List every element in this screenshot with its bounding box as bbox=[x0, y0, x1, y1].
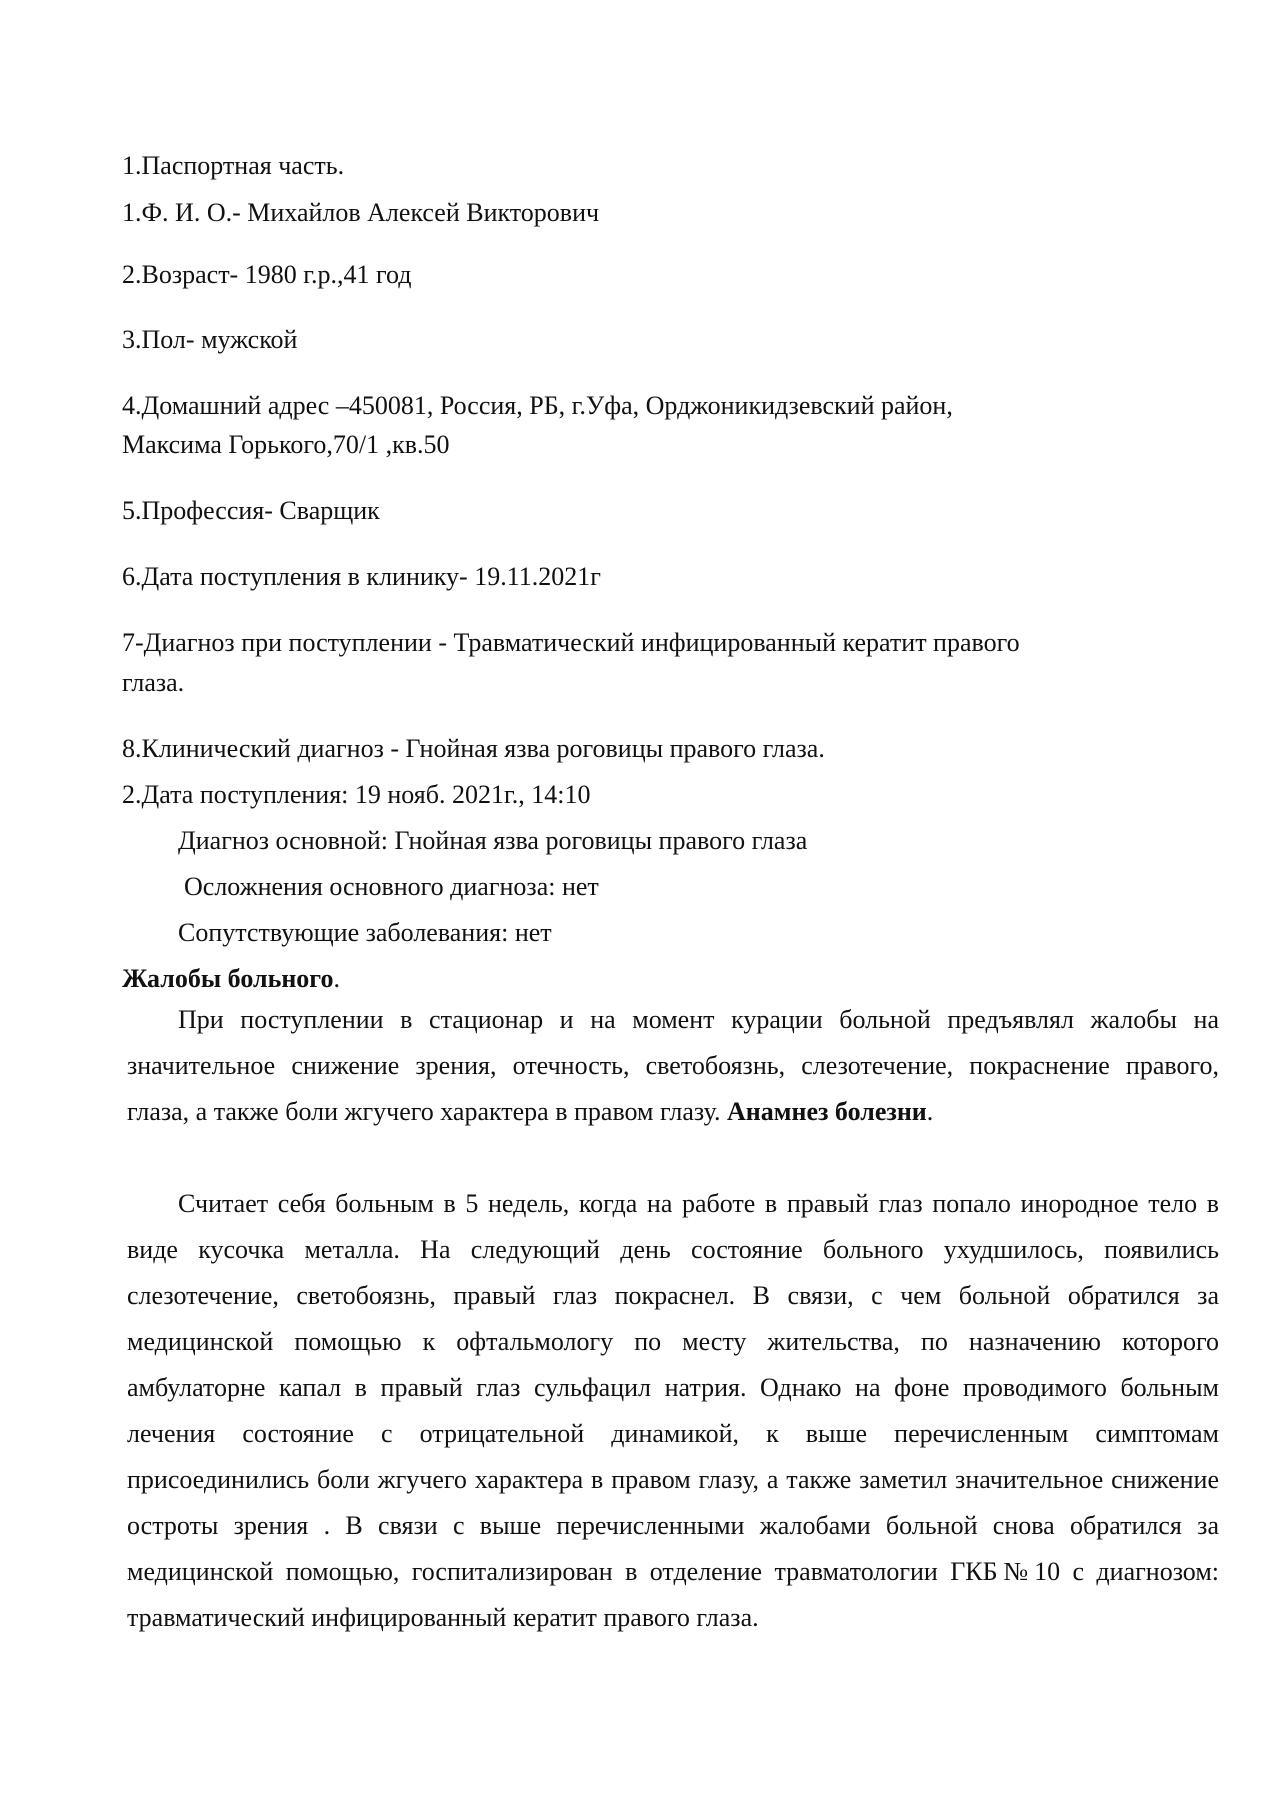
anamnesis-heading: Анамнез болезни bbox=[727, 1097, 927, 1126]
comorbidities: Сопутствующие заболевания: нет bbox=[178, 918, 552, 947]
admission-diagnosis-line-1: 7-Диагноз при поступлении - Травматический инфицированный кератит правого bbox=[122, 628, 1020, 657]
patient-sex: 3.Пол- мужской bbox=[122, 325, 298, 354]
complaints-heading-line bbox=[122, 966, 340, 992]
address-line-2: Максима Горького,70/1 ,кв.50 bbox=[122, 430, 450, 459]
anamnesis-heading-period: . bbox=[926, 1097, 934, 1126]
complaints-heading: Жалобы больного bbox=[122, 964, 334, 993]
admission-date: 6.Дата поступления в клинику- 19.11.2021г bbox=[122, 562, 601, 591]
profession: 5.Профессия- Сварщик bbox=[122, 496, 380, 525]
complaints-text: При поступлении в стационар и на момент курации больной предъявлял жалобы на значительное снижение зрения, отечность, светобоязнь, слезотечение, покраснение правого, глаза, а также боли жгучего характера в правом глазу. bbox=[127, 1005, 1219, 1126]
address-line-1: 4.Домашний адрес –450081, Россия, РБ, г.Уфа, Орджоникидзевский район, bbox=[122, 391, 953, 420]
patient-name: 1.Ф. И. О.- Михайлов Алексей Викторович bbox=[122, 198, 600, 227]
admission-date-time: 2.Дата поступления: 19 нояб. 2021г., 14:10 bbox=[122, 780, 591, 809]
main-diagnosis: Диагноз основной: Гнойная язва роговицы правого глаза bbox=[178, 826, 808, 855]
complaints-heading-period: . bbox=[333, 964, 340, 993]
patient-age: 2.Возраст- 1980 г.р.,41 год bbox=[122, 260, 412, 289]
passport-heading: 1.Паспортная часть. bbox=[122, 151, 345, 180]
admission-diagnosis-line-2: глаза. bbox=[122, 668, 185, 697]
complications: Осложнения основного диагноза: нет bbox=[184, 872, 599, 901]
anamnesis-paragraph: Считает себя больным в 5 недель, когда на работе в правый глаз попало инородное тело в виде кусочка металла. На следующий день состояние больного ухудшилось, появились слезотечение, светобоязнь, правый глаз покраснел. В связи, с чем больной обратился за медицинской помощью к офтальмологу по месту жительства, по назначению которого амбулаторне капал в правый глаз сульфацил натрия. Однако на фоне проводимого больным лечения состояние с отрицательной динамикой, к выше перечисленным симптомам присоединились боли жгучего характера в правом глазу, а также заметил значительное снижение остроты зрения . В связи с выше перечисленными жалобами больной снова обратился за медицинской помощью, госпитализирован в отделение травматологии ГКБ№10 с диагнозом: травматический инфицированный кератит правого глаза. bbox=[127, 1189, 1219, 1632]
clinical-diagnosis: 8.Клинический диагноз - Гнойная язва роговицы правого глаза. bbox=[122, 734, 825, 763]
complaints-paragraph bbox=[127, 997, 1219, 1135]
